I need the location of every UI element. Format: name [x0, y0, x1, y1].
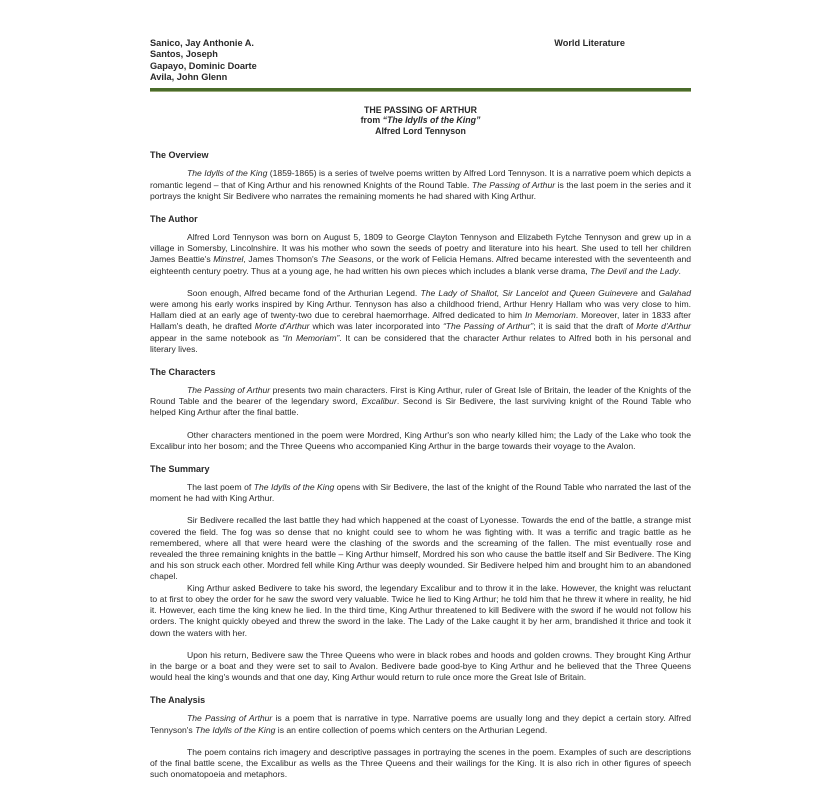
characters-paragraph-2: Other characters mentioned in the poem were Mordred, King Arthur's son who nearly killed him; the Lady of the Lake who took the Excalibur into her bosom; and the Three Queens who accompanied King Arthur in the barge towards their voyage to the Avalon.	[150, 429, 691, 451]
heading-overview: The Overview	[150, 150, 209, 161]
summary-paragraph-3: King Arthur asked Bedivere to take his sword, the legendary Excalibur and to throw it in the lake. However, the knight was reluctant to at first to obey the order for he saw the sword very valuable. Twice he lied to King Arthur; he told him that he threw it where in reality, he hid it. However, each time the king knew he lied. In the third time, King Arthur threatened to kill Bedivere with the sword if he would not follow his orders. The knight quickly obeyed and threw the sword in the lake. The Lady of the Lake caught it by her arm, brandished it thrice and took it down the waters with her.	[150, 582, 691, 638]
characters-paragraph-1: The Passing of Arthur presents two main characters. First is King Arthur, ruler of Great Isle of Britain, the leader of the Knights of the Round Table and the bearer of the legendary sword, Excalibur. Second is Sir Bedivere, the last surviving knight of the Round Table who helped King Arthur after the final battle.	[150, 385, 692, 418]
document-body	[150, 38, 691, 780]
author-name: Avila, John Glenn	[150, 72, 228, 83]
summary-paragraph-4: Upon his return, Bedivere saw the Three Queens who were in black robes and hoods and golden crowns. They brought King Arthur in the barge or a boat and they were set to sail to Avalon. Bedivere bade good-bye to King Arthur and he believed that the Three Queens would heal the king's wounds and that one day, King Arthur would return to rule once more the Great Isle of Britain.	[150, 649, 691, 683]
poem-author: Alfred Lord Tennyson	[375, 125, 466, 136]
course-name: World Literature	[554, 38, 625, 48]
heading-characters: The Characters	[150, 367, 216, 378]
document-title: THE PASSING OF ARTHUR	[364, 104, 477, 115]
header-divider	[150, 88, 691, 92]
title-block	[150, 105, 691, 137]
author-name: Sanico, Jay Anthonie A.	[150, 38, 254, 48]
author-name: Santos, Joseph	[150, 49, 218, 60]
document-subtitle: from “The Idylls of the King”	[360, 115, 481, 126]
analysis-paragraph-1: The Passing of Arthur is a poem that is narrative in type. Narrative poems are usually long and they depict a certain story. Alfred Tennyson's The Idylls of the King is an entire collection of poems which centers on the Arthurian Legend.	[150, 713, 691, 735]
author-list	[150, 38, 257, 84]
heading-summary: The Summary	[150, 464, 210, 475]
document-header	[150, 38, 691, 84]
heading-author: The Author	[150, 214, 198, 225]
author-paragraph-1: Alfred Lord Tennyson was born on August 5, 1809 to George Clayton Tennyson and Elizabeth Fytche Tennyson and grew up in a village in Somersby, Lincolnshire. It was his mother who sown the seeds of poetry and literature into his heart. She used to tell her children James Beattie's Minstrel, James Thomson's The Seasons, or the work of Felicia Hemans. Alfred became interested with the seventeenth and eighteenth century poetry. Thus at a young age, he had written his own pieces which includes a blank verse drama, The Devil and the Lady.	[150, 232, 692, 276]
source-work: “The Idylls of the King”	[382, 115, 481, 126]
analysis-paragraph-2: The poem contains rich imagery and descriptive passages in portraying the scenes in the poem. Examples of such are descriptions of the final battle scene, the Excalibur as wells as the Three Queens and their wailings for the King. It is also rich in other figures of speech such onomatopoeia and metaphors.	[150, 746, 691, 780]
author-name: Gapayo, Dominic Doarte	[150, 60, 257, 71]
overview-paragraph: The Idylls of the King (1859-1865) is a series of twelve poems written by Alfred Lord Tennyson. It is a narrative poem which depicts a romantic legend – that of King Arthur and his renowned Knights of the Round Table. The Passing of Arthur is the last poem in the series and it portrays the knight Sir Bedivere who narrates the remaining moments he had shared with King Arthur.	[150, 168, 691, 201]
author-paragraph-2: Soon enough, Alfred became fond of the Arthurian Legend. The Lady of Shallot, Sir Lancelot and Queen Guinevere and Galahad were among his early works inspired by King Arthur. Tennyson has also a childhood friend, Arthur Henry Hallam who was very close to him. Hallam died at an early age of twenty-two due to cerebral haemorrhage. Alfred dedicated to him In Memoriam. Moreover, later in 1833 after Hallam's death, he drafted Morte d'Arthur which was later incorporated into “The Passing of Arthur”; it is said that the draft of Morte d'Arthur appear in the same notebook as “In Memoriam”. It can be considered that the character Arthur relates to Alfred both in his personal and literary lives.	[150, 287, 691, 354]
summary-paragraph-2: Sir Bedivere recalled the last battle they had which happened at the coast of Lyonesse. Towards the end of the battle, a strange mist covered the field. The fog was so dense that no knight could see to whom he was fighting with. It was a terrific and tragic battle as he remembered, where all that were heard were the clashing of the swords and the screaming of the fallen. The mist eventually rose and revealed the three remaining knights in the battle – King Arthur himself, Mordred his son who cause the battle itself and Sir Bedivere. The King and his son struck each other. Mordred fell while King Arthur was deeply wounded. Sir Bedivere helped him and brought him to an abandoned chapel.	[150, 515, 691, 582]
summary-paragraph-1: The last poem of The Idylls of the King opens with Sir Bedivere, the last of the knight of the Round Table who narrated the last of the moment he had with King Arthur.	[150, 482, 691, 504]
heading-analysis: The Analysis	[150, 695, 206, 706]
